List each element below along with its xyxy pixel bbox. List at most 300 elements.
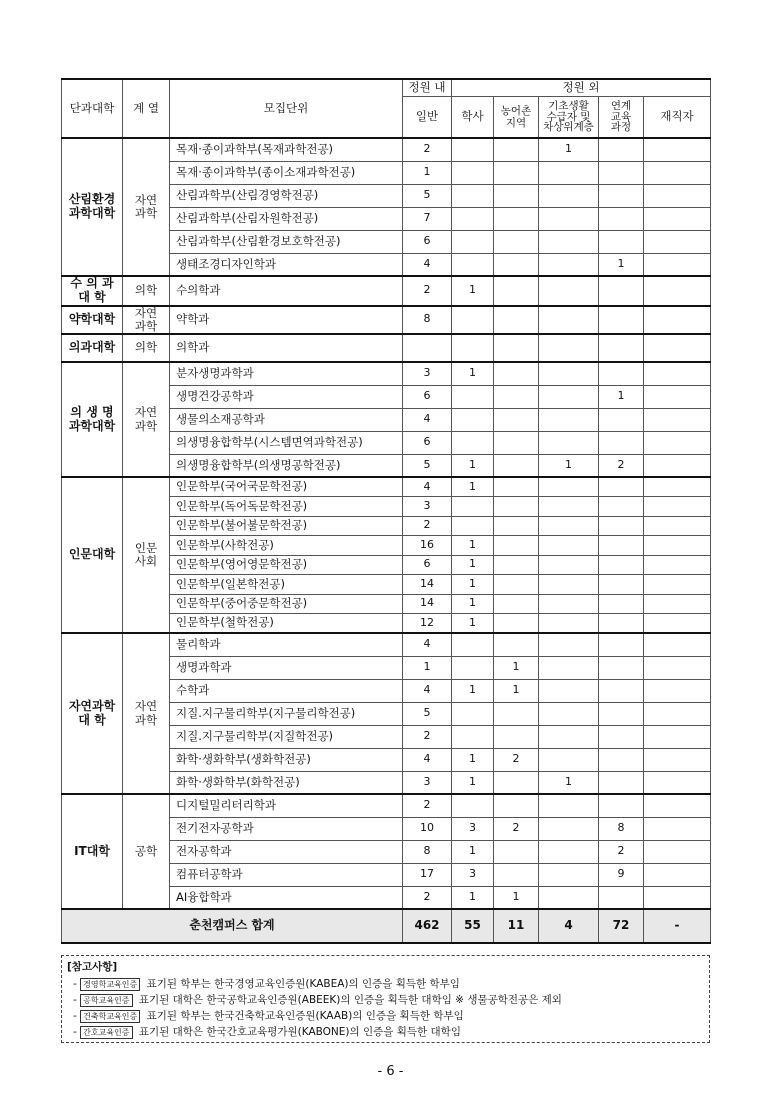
general-count: 5	[403, 702, 452, 725]
linked-count	[599, 477, 644, 497]
unit-name: 의생명융합학부(시스템면역과학전공)	[170, 431, 403, 454]
college-name-pharmacy: 약학대학	[62, 306, 123, 334]
unit-name: 수의학과	[170, 276, 403, 306]
note-text: 표기된 대학은 한국공학교육인증원(ABEEK)의 인증을 획득한 대학임 ※ 생물공학전공은 제외	[135, 994, 562, 1006]
linked-count	[599, 886, 644, 909]
basic-livelihood-count	[539, 840, 599, 863]
note-bullet: -	[73, 994, 81, 1006]
total-general: 462	[403, 909, 452, 943]
worker-count	[644, 253, 711, 276]
linked-count	[599, 161, 644, 184]
basic-livelihood-count	[539, 536, 599, 556]
bachelor-count: 1	[452, 594, 494, 614]
linked-count	[599, 334, 644, 362]
basic-livelihood-count	[539, 679, 599, 702]
linked-count: 9	[599, 863, 644, 886]
general-count: 2	[403, 276, 452, 306]
general-count: 10	[403, 817, 452, 840]
general-count: 4	[403, 633, 452, 656]
basic-livelihood-count	[539, 817, 599, 840]
bachelor-count	[452, 431, 494, 454]
linked-count	[599, 362, 644, 385]
bachelor-count: 1	[452, 748, 494, 771]
certification-tag: 공학교육인증	[80, 994, 132, 1007]
worker-count	[644, 594, 711, 614]
rural-count	[494, 702, 539, 725]
unit-name: 약학과	[170, 306, 403, 334]
rural-count	[494, 575, 539, 595]
bachelor-count: 1	[452, 454, 494, 477]
rural-count	[494, 276, 539, 306]
general-count: 8	[403, 840, 452, 863]
rural-count	[494, 362, 539, 385]
rural-count	[494, 516, 539, 536]
table-row	[62, 306, 711, 334]
worker-count	[644, 207, 711, 230]
unit-name: 인문학부(독어독문학전공)	[170, 497, 403, 517]
bachelor-count: 1	[452, 555, 494, 575]
header-college: 단과대학	[62, 79, 123, 138]
rural-count	[494, 497, 539, 517]
linked-count	[599, 614, 644, 634]
bachelor-count	[452, 161, 494, 184]
basic-livelihood-count	[539, 633, 599, 656]
general-count: 6	[403, 385, 452, 408]
general-count	[403, 334, 452, 362]
note-bullet: -	[73, 1010, 81, 1022]
note-text: 표기된 대학은 한국간호교육평가원(KABONE)의 인증을 획득한 대학임	[135, 1026, 461, 1038]
total-bachelor: 55	[452, 909, 494, 943]
linked-count	[599, 184, 644, 207]
admission-quota-table	[61, 78, 711, 944]
unit-name: 산림과학부(산림경영학전공)	[170, 184, 403, 207]
linked-count	[599, 656, 644, 679]
basic-livelihood-count	[539, 161, 599, 184]
basic-livelihood-count	[539, 385, 599, 408]
linked-count: 1	[599, 253, 644, 276]
general-count: 6	[403, 555, 452, 575]
rural-count: 1	[494, 679, 539, 702]
linked-count	[599, 138, 644, 161]
basic-livelihood-count	[539, 594, 599, 614]
field-name: 자연 과학	[123, 306, 170, 334]
header-quota-out: 정원 외	[452, 79, 711, 96]
linked-count	[599, 725, 644, 748]
general-count: 8	[403, 306, 452, 334]
unit-name: 인문학부(불어불문학전공)	[170, 516, 403, 536]
rural-count	[494, 794, 539, 817]
basic-livelihood-count	[539, 253, 599, 276]
general-count: 2	[403, 725, 452, 748]
linked-count	[599, 771, 644, 794]
rural-count	[494, 771, 539, 794]
basic-livelihood-count	[539, 362, 599, 385]
note-text: 표기된 학부는 한국경영교육인증원(KABEA)의 인증을 획득한 학부임	[143, 978, 460, 990]
linked-count	[599, 207, 644, 230]
general-count: 6	[403, 431, 452, 454]
rural-count: 1	[494, 886, 539, 909]
linked-count	[599, 431, 644, 454]
linked-count	[599, 497, 644, 517]
certification-tag: 간호교육인증	[80, 1026, 132, 1039]
bachelor-count	[452, 633, 494, 656]
bachelor-count	[452, 385, 494, 408]
college-name-forest-env: 산림환경 과학대학	[62, 138, 123, 276]
rural-count	[494, 408, 539, 431]
general-count: 4	[403, 748, 452, 771]
total-rural: 11	[494, 909, 539, 943]
note-bullet: -	[73, 1026, 81, 1038]
linked-count	[599, 575, 644, 595]
unit-name: 디지털밀리터리학과	[170, 794, 403, 817]
table-row	[62, 138, 711, 161]
header-linked-education: 연계 교육 과정	[599, 96, 644, 138]
college-name-biomed: 의 생 명 과학대학	[62, 362, 123, 477]
bachelor-count	[452, 184, 494, 207]
bachelor-count	[452, 230, 494, 253]
linked-count: 8	[599, 817, 644, 840]
worker-count	[644, 276, 711, 306]
general-count: 4	[403, 679, 452, 702]
bachelor-count: 1	[452, 840, 494, 863]
rural-count	[494, 454, 539, 477]
unit-name: 인문학부(철학전공)	[170, 614, 403, 634]
bachelor-count: 1	[452, 276, 494, 306]
worker-count	[644, 306, 711, 334]
worker-count	[644, 334, 711, 362]
total-worker: -	[644, 909, 711, 943]
rural-count	[494, 594, 539, 614]
linked-count	[599, 555, 644, 575]
basic-livelihood-count	[539, 656, 599, 679]
general-count: 7	[403, 207, 452, 230]
header-rural: 농어촌 지역	[494, 96, 539, 138]
worker-count	[644, 794, 711, 817]
general-count: 14	[403, 575, 452, 595]
general-count: 4	[403, 408, 452, 431]
certification-tag: 경영학교육인증	[80, 978, 140, 991]
field-name: 공학	[123, 794, 170, 909]
unit-name: 전자공학과	[170, 840, 403, 863]
basic-livelihood-count	[539, 184, 599, 207]
linked-count	[599, 594, 644, 614]
linked-count	[599, 794, 644, 817]
basic-livelihood-count	[539, 863, 599, 886]
unit-name: 화학·생화학부(화학전공)	[170, 771, 403, 794]
unit-name: 인문학부(중어중문학전공)	[170, 594, 403, 614]
general-count: 2	[403, 886, 452, 909]
linked-count	[599, 408, 644, 431]
linked-count	[599, 230, 644, 253]
unit-name: 물리학과	[170, 633, 403, 656]
basic-livelihood-count	[539, 306, 599, 334]
unit-name: 생물의소재공학과	[170, 408, 403, 431]
bachelor-count	[452, 656, 494, 679]
linked-count	[599, 679, 644, 702]
bachelor-count: 1	[452, 614, 494, 634]
basic-livelihood-count	[539, 477, 599, 497]
unit-name: 전기전자공학과	[170, 817, 403, 840]
header-general: 일반	[403, 96, 452, 138]
general-count: 2	[403, 138, 452, 161]
field-name: 자연 과학	[123, 633, 170, 794]
note-bullet: -	[73, 978, 81, 990]
general-count: 4	[403, 253, 452, 276]
rural-count	[494, 230, 539, 253]
general-count: 14	[403, 594, 452, 614]
note-item	[73, 992, 706, 1007]
general-count: 3	[403, 362, 452, 385]
bachelor-count: 3	[452, 817, 494, 840]
basic-livelihood-count	[539, 702, 599, 725]
general-count: 3	[403, 771, 452, 794]
linked-count	[599, 633, 644, 656]
bachelor-count: 1	[452, 575, 494, 595]
unit-name: 인문학부(국어국문학전공)	[170, 477, 403, 497]
basic-livelihood-count: 1	[539, 771, 599, 794]
bachelor-count	[452, 516, 494, 536]
worker-count	[644, 385, 711, 408]
worker-count	[644, 516, 711, 536]
total-linked: 72	[599, 909, 644, 943]
bachelor-count	[452, 138, 494, 161]
basic-livelihood-count	[539, 516, 599, 536]
worker-count	[644, 614, 711, 634]
unit-name: 지질.지구물리학부(지질학전공)	[170, 725, 403, 748]
basic-livelihood-count	[539, 614, 599, 634]
basic-livelihood-count: 1	[539, 454, 599, 477]
field-name: 의학	[123, 276, 170, 306]
rural-count	[494, 207, 539, 230]
bachelor-count: 1	[452, 679, 494, 702]
header-quota-in: 정원 내	[403, 79, 452, 96]
unit-name: 목재·종이과학부(종이소재과학전공)	[170, 161, 403, 184]
header-field: 계 열	[123, 79, 170, 138]
rural-count	[494, 253, 539, 276]
basic-livelihood-count	[539, 555, 599, 575]
worker-count	[644, 477, 711, 497]
worker-count	[644, 454, 711, 477]
worker-count	[644, 497, 711, 517]
table-row	[62, 794, 711, 817]
general-count: 5	[403, 454, 452, 477]
notes-title: [참고사항]	[67, 961, 118, 973]
worker-count	[644, 431, 711, 454]
bachelor-count: 3	[452, 863, 494, 886]
field-name: 자연 과학	[123, 138, 170, 276]
unit-name: 산림과학부(산림자원학전공)	[170, 207, 403, 230]
basic-livelihood-count	[539, 575, 599, 595]
rural-count	[494, 840, 539, 863]
table-row	[62, 362, 711, 385]
basic-livelihood-count	[539, 230, 599, 253]
rural-count: 1	[494, 656, 539, 679]
general-count: 1	[403, 656, 452, 679]
certification-tag: 건축학교육인증	[80, 1010, 140, 1023]
unit-name: 지질.지구물리학부(지구물리학전공)	[170, 702, 403, 725]
worker-count	[644, 184, 711, 207]
college-name-humanities: 인문대학	[62, 477, 123, 633]
basic-livelihood-count	[539, 725, 599, 748]
worker-count	[644, 771, 711, 794]
field-name: 의학	[123, 334, 170, 362]
bachelor-count: 1	[452, 536, 494, 556]
basic-livelihood-count	[539, 334, 599, 362]
note-item	[73, 1008, 706, 1023]
header-unit: 모집단위	[170, 79, 403, 138]
general-count: 3	[403, 497, 452, 517]
bachelor-count: 1	[452, 886, 494, 909]
general-count: 2	[403, 794, 452, 817]
linked-count	[599, 306, 644, 334]
bachelor-count	[452, 253, 494, 276]
worker-count	[644, 656, 711, 679]
college-name-medicine: 의과대학	[62, 334, 123, 362]
linked-count	[599, 516, 644, 536]
table-row	[62, 276, 711, 306]
field-name: 인문 사회	[123, 477, 170, 633]
unit-name: 분자생명과학과	[170, 362, 403, 385]
rural-count	[494, 863, 539, 886]
unit-name: 인문학부(영어영문학전공)	[170, 555, 403, 575]
college-name-it: IT대학	[62, 794, 123, 909]
rural-count	[494, 385, 539, 408]
total-row	[62, 909, 711, 943]
basic-livelihood-count	[539, 886, 599, 909]
general-count: 4	[403, 477, 452, 497]
worker-count	[644, 840, 711, 863]
basic-livelihood-count	[539, 431, 599, 454]
total-label: 춘천캠퍼스 합계	[62, 909, 403, 943]
linked-count	[599, 702, 644, 725]
general-count: 17	[403, 863, 452, 886]
worker-count	[644, 817, 711, 840]
rural-count	[494, 431, 539, 454]
header-basic-livelihood: 기초생활 수급자 및 차상위계층	[539, 96, 599, 138]
unit-name: 인문학부(사학전공)	[170, 536, 403, 556]
bachelor-count: 1	[452, 477, 494, 497]
unit-name: 수학과	[170, 679, 403, 702]
rural-count	[494, 477, 539, 497]
bachelor-count	[452, 207, 494, 230]
basic-livelihood-count	[539, 497, 599, 517]
bachelor-count	[452, 725, 494, 748]
unit-name: 화학·생화학부(생화학전공)	[170, 748, 403, 771]
unit-name: 컴퓨터공학과	[170, 863, 403, 886]
rural-count	[494, 334, 539, 362]
bachelor-count	[452, 408, 494, 431]
linked-count	[599, 536, 644, 556]
worker-count	[644, 748, 711, 771]
bachelor-count: 1	[452, 362, 494, 385]
rural-count	[494, 614, 539, 634]
linked-count: 2	[599, 454, 644, 477]
unit-name: 인문학부(일본학전공)	[170, 575, 403, 595]
worker-count	[644, 633, 711, 656]
worker-count	[644, 138, 711, 161]
unit-name: 목재·종이과학부(목재과학전공)	[170, 138, 403, 161]
basic-livelihood-count	[539, 207, 599, 230]
basic-livelihood-count	[539, 794, 599, 817]
note-item	[73, 1024, 706, 1039]
notes-box	[61, 955, 710, 1043]
page-number: - 6 -	[377, 1064, 404, 1079]
worker-count	[644, 575, 711, 595]
general-count: 12	[403, 614, 452, 634]
general-count: 5	[403, 184, 452, 207]
basic-livelihood-count	[539, 408, 599, 431]
worker-count	[644, 679, 711, 702]
unit-name: 산림과학부(산림환경보호학전공)	[170, 230, 403, 253]
rural-count	[494, 633, 539, 656]
worker-count	[644, 161, 711, 184]
linked-count	[599, 748, 644, 771]
rural-count	[494, 138, 539, 161]
rural-count	[494, 184, 539, 207]
field-name: 자연 과학	[123, 362, 170, 477]
linked-count: 2	[599, 840, 644, 863]
note-item	[73, 976, 706, 991]
basic-livelihood-count	[539, 276, 599, 306]
rural-count: 2	[494, 817, 539, 840]
worker-count	[644, 230, 711, 253]
unit-name: 생명과학과	[170, 656, 403, 679]
table-row	[62, 334, 711, 362]
worker-count	[644, 408, 711, 431]
basic-livelihood-count: 1	[539, 138, 599, 161]
general-count: 2	[403, 516, 452, 536]
bachelor-count	[452, 306, 494, 334]
rural-count	[494, 555, 539, 575]
worker-count	[644, 536, 711, 556]
rural-count	[494, 306, 539, 334]
unit-name: 의학과	[170, 334, 403, 362]
general-count: 16	[403, 536, 452, 556]
note-text: 표기된 학부는 한국건축학교육인증원(KAAB)의 인증을 획득한 학부임	[143, 1010, 464, 1022]
worker-count	[644, 725, 711, 748]
table-row	[62, 633, 711, 656]
unit-name: AI융합학과	[170, 886, 403, 909]
linked-count: 1	[599, 385, 644, 408]
header-bachelor: 학사	[452, 96, 494, 138]
rural-count	[494, 536, 539, 556]
rural-count	[494, 161, 539, 184]
general-count: 6	[403, 230, 452, 253]
bachelor-count	[452, 334, 494, 362]
table-row	[62, 477, 711, 497]
rural-count	[494, 725, 539, 748]
college-name-vet: 수 의 과 대 학	[62, 276, 123, 306]
bachelor-count	[452, 794, 494, 817]
college-name-natural-sci: 자연과학 대 학	[62, 633, 123, 794]
worker-count	[644, 886, 711, 909]
linked-count	[599, 276, 644, 306]
bachelor-count	[452, 702, 494, 725]
unit-name: 생태조경디자인학과	[170, 253, 403, 276]
worker-count	[644, 863, 711, 886]
general-count: 1	[403, 161, 452, 184]
bachelor-count: 1	[452, 771, 494, 794]
unit-name: 생명건강공학과	[170, 385, 403, 408]
total-basic-livelihood: 4	[539, 909, 599, 943]
worker-count	[644, 555, 711, 575]
basic-livelihood-count	[539, 748, 599, 771]
bachelor-count	[452, 497, 494, 517]
worker-count	[644, 702, 711, 725]
header-worker: 재직자	[644, 96, 711, 138]
worker-count	[644, 362, 711, 385]
unit-name: 의생명융합학부(의생명공학전공)	[170, 454, 403, 477]
